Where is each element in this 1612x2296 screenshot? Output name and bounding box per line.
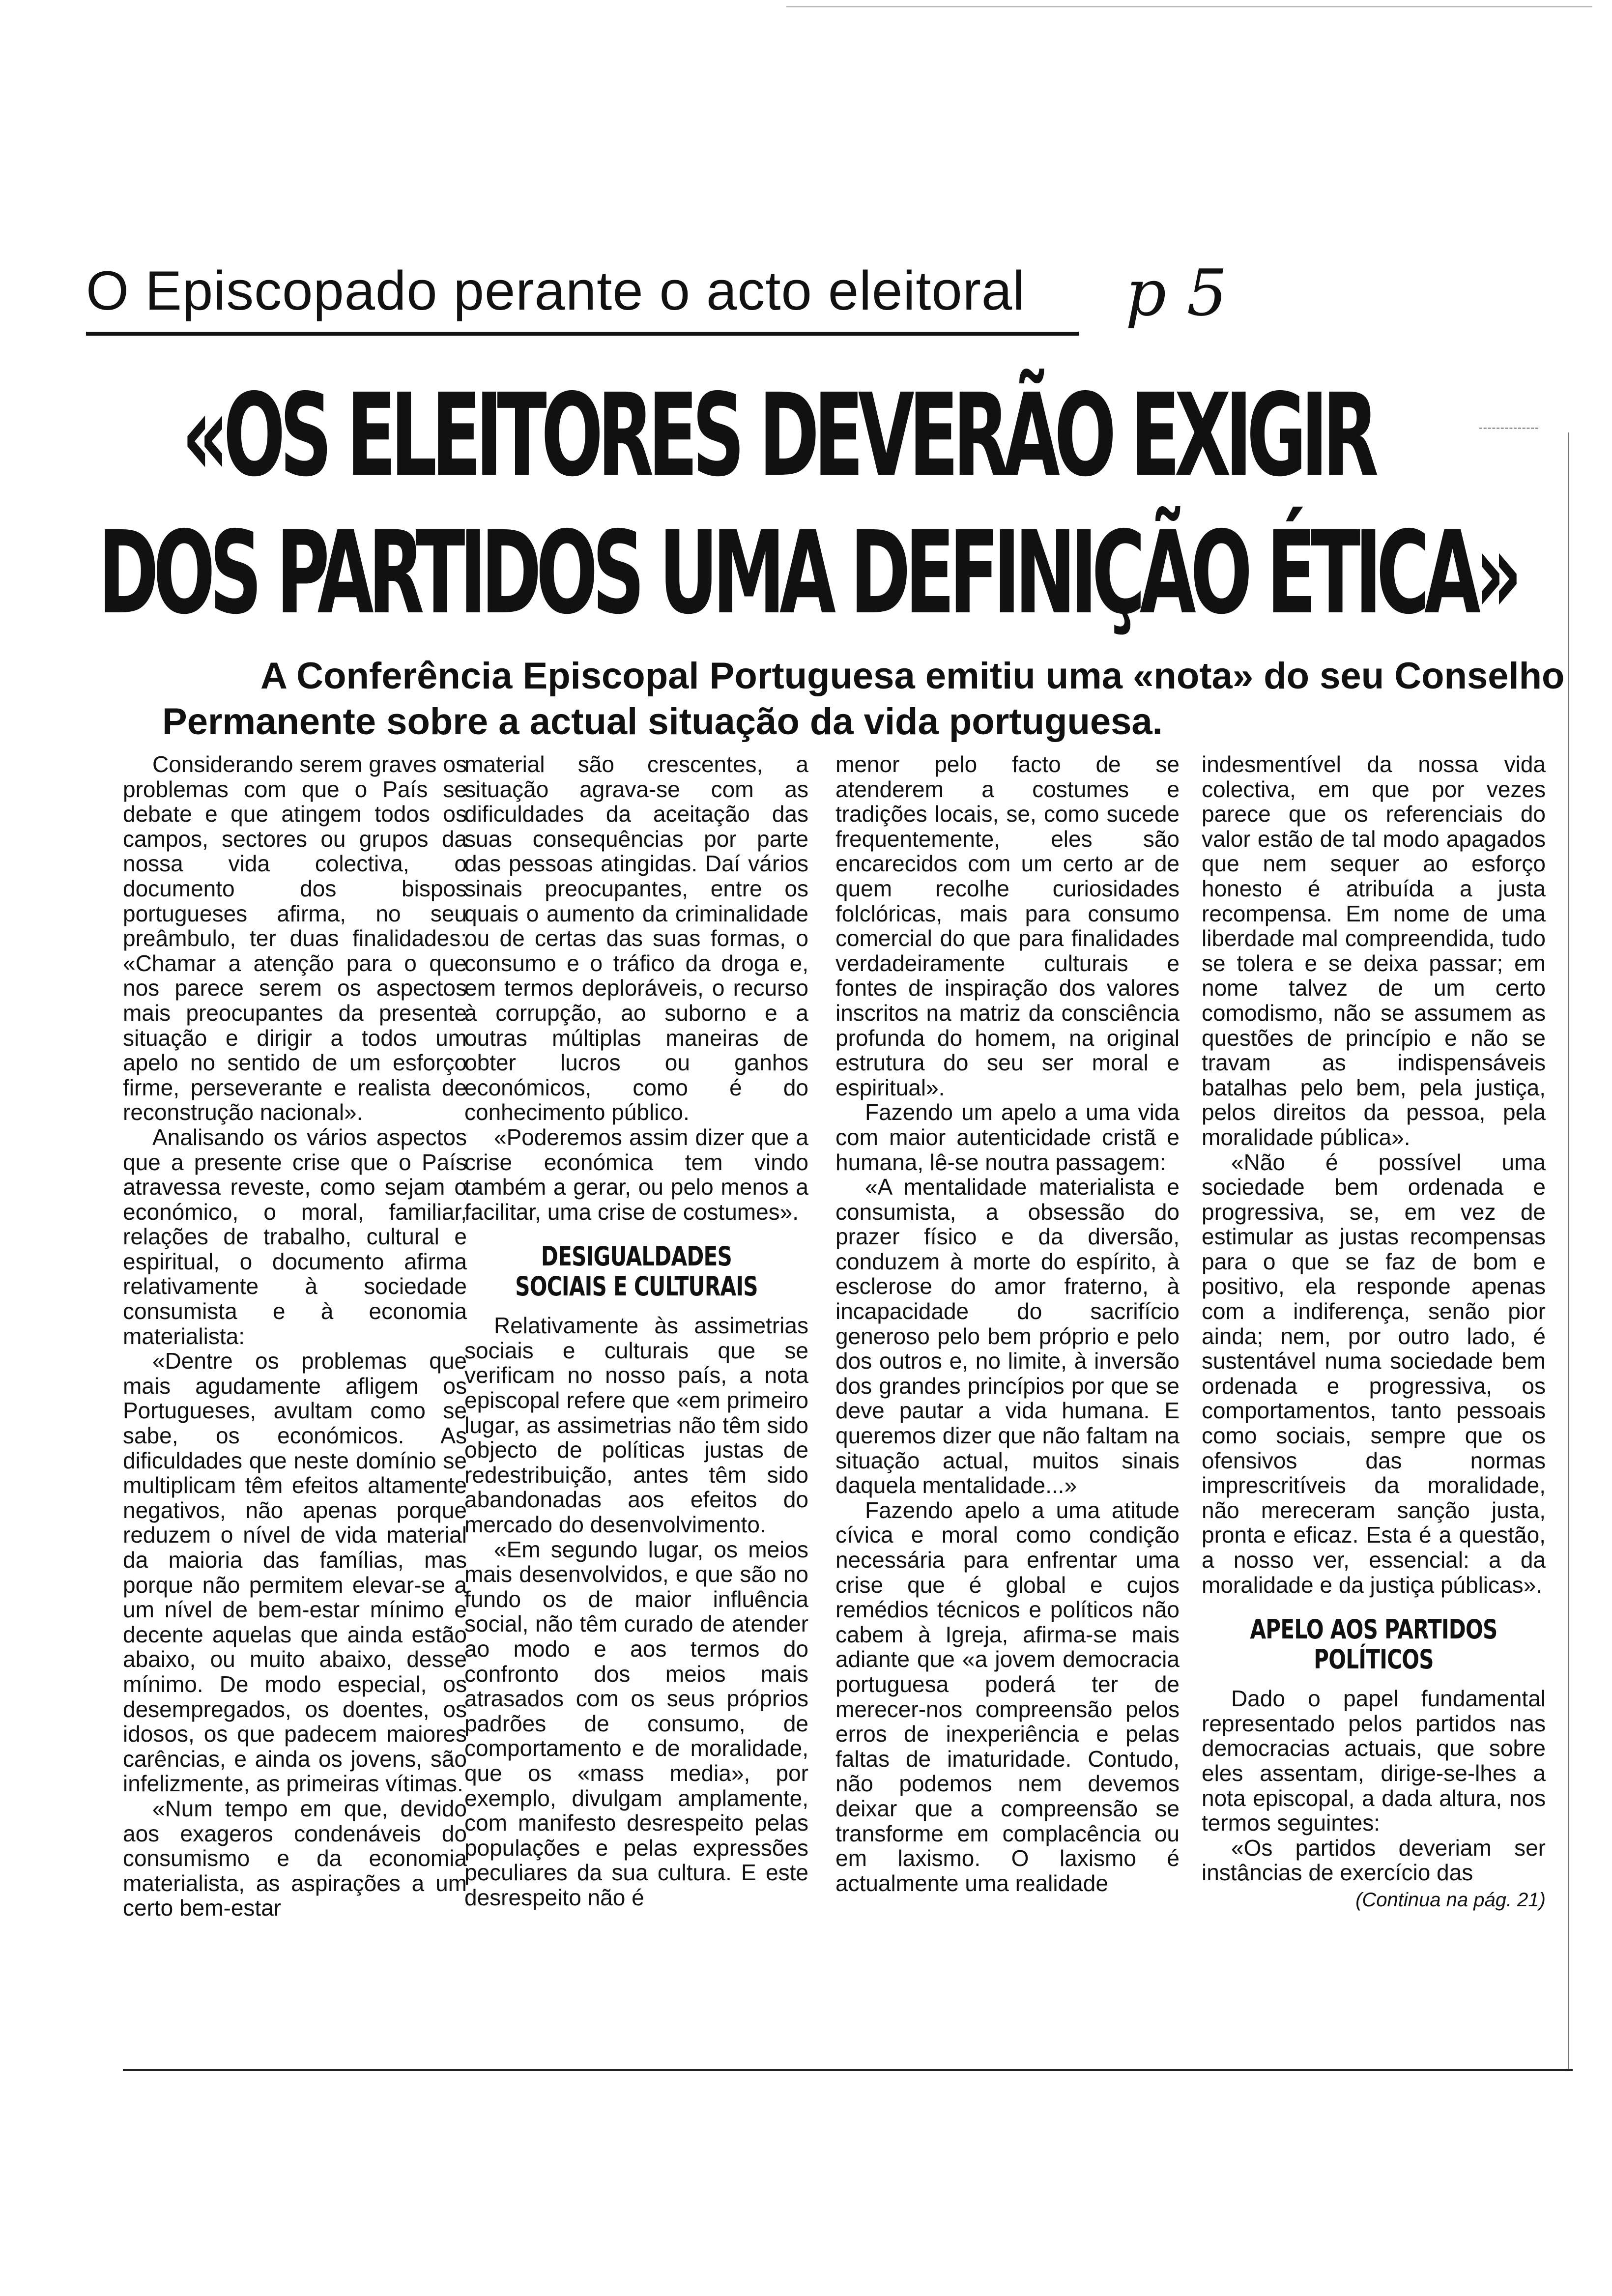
kicker: O Episcopado perante o acto eleitoral bbox=[86, 260, 1026, 321]
continuation-note: (Continua na pág. 21) bbox=[1355, 1889, 1546, 1911]
subhead-apelo bbox=[1239, 1615, 1508, 1674]
subhead-line-1: APELO AOS PARTIDOS bbox=[1250, 1614, 1497, 1645]
bottom-rule bbox=[123, 2069, 1573, 2071]
deck-line-2: Permanente sobre a actual situação da vida portuguesa. bbox=[162, 700, 1163, 743]
scan-edge-line bbox=[786, 6, 1592, 7]
headline-line-2: DOS PARTIDOS UMA DEFINIÇÃO ÉTICA» bbox=[98, 507, 1517, 639]
kicker-block bbox=[86, 260, 1098, 321]
column-4 bbox=[1202, 752, 1546, 1911]
paragraph: Relativamente às assimetrias sociais e culturais que se verificam no nosso país, a nota episcopal refere que «em primeiro lugar, as assimetrias não têm sido objecto de políticas justas de redestribuição, antes têm sido abandonadas aos efeitos do mercado do desenvolvimento. bbox=[464, 1313, 808, 1537]
paragraph: Considerando serem graves os problemas com que o País se debate e que atingem todos os campos, sectores ou grupos da nossa vida colectiva, o documento dos bispos portugueses afirma, no seu preâmbulo, ter duas finalidades: «Chamar a atenção para o que nos parece serem os aspectos mais preocupantes da presente situação e dirigir a todos um apelo no sentido de um esforço firme, perseverante e realista de reconstrução nacional». bbox=[123, 751, 467, 1125]
paragraph: «Não é possível uma sociedade bem ordenada e progressiva, se, em vez de estimular as justas recompensas para o que se faz de bom e positivo, ela responde apenas com a indiferença, senão pior ainda; nem, por outro lado, é sustentável numa sociedade bem ordenada e progressiva, os comportamentos, tanto pessoais como sociais, sempre que os ofensivos das normas imprescritíveis da moralidade, não mereceram sanção justa, pronta e eficaz. Esta é a questão, a nosso ver, essencial: a da moralidade e da justiça públicas». bbox=[1202, 1149, 1546, 1598]
paragraph: Analisando os vários aspectos que a presente crise que o País atravessa reveste, como sejam o económico, o moral, familiar, relações de trabalho, cultural e espiritual, o documento afirma relativamente à sociedade consumista e à economia materialista: bbox=[123, 1124, 467, 1349]
paragraph: «A mentalidade materialista e consumista, a obsessão do prazer físico e da diversão, conduzem à morte do espírito, à esclerose do amor fraterno, à incapacidade do sacrifício generoso pelo bem próprio e pelo dos outros e, no limite, à inversão dos grandes princípios por que se deve pautar a vida humana. E queremos dizer que não faltam na situação actual, muitos sinais daquela mentalidade...» bbox=[835, 1174, 1180, 1498]
paragraph: material são crescentes, a situação agrava-se com as dificuldades da aceitação das suas consequências por parte das pessoas atingidas. Daí vários sinais preocupantes, entre os quais o aumento da criminalidade ou de certas das suas formas, o consumo e o tráfico da droga e, em termos deploráveis, o recurso à corrupção, ao suborno e a outras múltiplas maneiras de obter lucros ou ganhos económicos, como é do conhecimento público. bbox=[464, 751, 808, 1125]
clipping-right-edge bbox=[1568, 432, 1569, 2069]
paragraph: «Poderemos assim dizer que a crise económica tem vindo também a gerar, ou pelo menos a facilitar, uma crise de costumes». bbox=[464, 1124, 808, 1225]
deck-line-1: A Conferência Episcopal Portuguesa emitiu uma «nota» do seu Conselho bbox=[260, 655, 1565, 697]
subhead-line-2: POLÍTICOS bbox=[1314, 1643, 1434, 1675]
scan-artifact bbox=[1479, 428, 1538, 429]
column-3 bbox=[835, 752, 1180, 1895]
deck bbox=[162, 654, 1565, 745]
paragraph: «Os partidos deveriam ser instâncias de exercício das bbox=[1202, 1835, 1546, 1886]
handwritten-page-note: p 5 bbox=[1125, 256, 1228, 330]
headline-line-1: «OS ELEITORES DEVERÃO EXIGIR bbox=[182, 369, 1373, 502]
paragraph: «Num tempo em que, devido aos exageros condenáveis do consumismo e da economia materialista, as aspirações a um certo bem-estar bbox=[123, 1795, 467, 1921]
paragraph: «Em segundo lugar, os meios mais desenvolvidos, e que são no fundo os de maior influência social, não têm curado de atender ao modo e aos termos do confronto dos meios mais atrasados com os seus próprios padrões de consumo, de comportamento e de moralidade, que os «mass media», por exemplo, divulgam amplamente, com manifesto desrespeito pelas populações e pelas expressões peculiares da sua cultura. E este desrespeito não é bbox=[464, 1536, 808, 1910]
subhead-line-2: SOCIAIS E CULTURAIS bbox=[515, 1270, 758, 1302]
paragraph: Fazendo um apelo a uma vida com maior autenticidade cristã e humana, lê-se noutra passagem: bbox=[835, 1099, 1180, 1175]
paragraph: «Dentre os problemas que mais agudamente afligem os Portugueses, avultam como se sabe, os económicos. As dificuldades que neste domínio se multiplicam têm efeitos altamente negativos, não apenas porque reduzem o nível de vida material da maioria das famílias, mas porque não permitem elevar-se a um nível de bem-estar mínimo e decente aquelas que ainda estão abaixo, ou muito abaixo, desse mínimo. De modo especial, os desempregados, os doentes, os idosos, os que padecem maiores carências, e ainda os jovens, são infelizmente, as primeiras vítimas. bbox=[123, 1348, 467, 1797]
paragraph: Fazendo apelo a uma atitude cívica e moral como condição necessária para enfrentar uma crise que é global e cujos remédios técnicos e políticos não cabem à Igreja, afirma-se mais adiante que «a jovem democracia portuguesa poderá ter de merecer-nos compreensão pelos erros de inexperiência e pelas faltas de imaturidade. Contudo, não podemos nem devemos deixar que a compreensão se transforme em complacência ou em laxismo. O laxismo é actualmente uma realidade bbox=[835, 1497, 1180, 1896]
column-1 bbox=[123, 752, 467, 1921]
kicker-underline bbox=[86, 332, 1079, 336]
paragraph: indesmentível da nossa vida colectiva, em que por vezes parece que os referenciais do valor estão de tal modo apagados que nem sequer ao esforço honesto é atribuída a justa recompensa. Em nome de uma liberdade mal compreendida, tudo se tolera e se deixa passar; em nome talvez de um certo comodismo, não se assumem as questões de princípio e não se travam as indispensáveis batalhas pelo bem, pela justiça, pelos direitos da pessoa, pela moralidade pública». bbox=[1202, 751, 1546, 1150]
subhead-line-1: DESIGUALDADES bbox=[541, 1241, 732, 1272]
column-2 bbox=[464, 752, 808, 1910]
subhead-desigualdades bbox=[502, 1242, 771, 1301]
paragraph: menor pelo facto de se atenderem a costumes e tradições locais, se, como sucede frequentemente, eles são encarecidos com um certo ar de quem recolhe curiosidades folclóricas, mais para consumo comercial do que para finalidades verdadeiramente culturais e fontes de inspiração dos valores inscritos na matriz da consciência profunda do homem, na original estrutura do seu ser moral e espiritual». bbox=[835, 751, 1180, 1100]
paragraph: Dado o papel fundamental representado pelos partidos nas democracias actuais, que sobre eles assentam, dirige-se-lhes a nota episcopal, a dada altura, nos termos seguintes: bbox=[1202, 1686, 1546, 1836]
